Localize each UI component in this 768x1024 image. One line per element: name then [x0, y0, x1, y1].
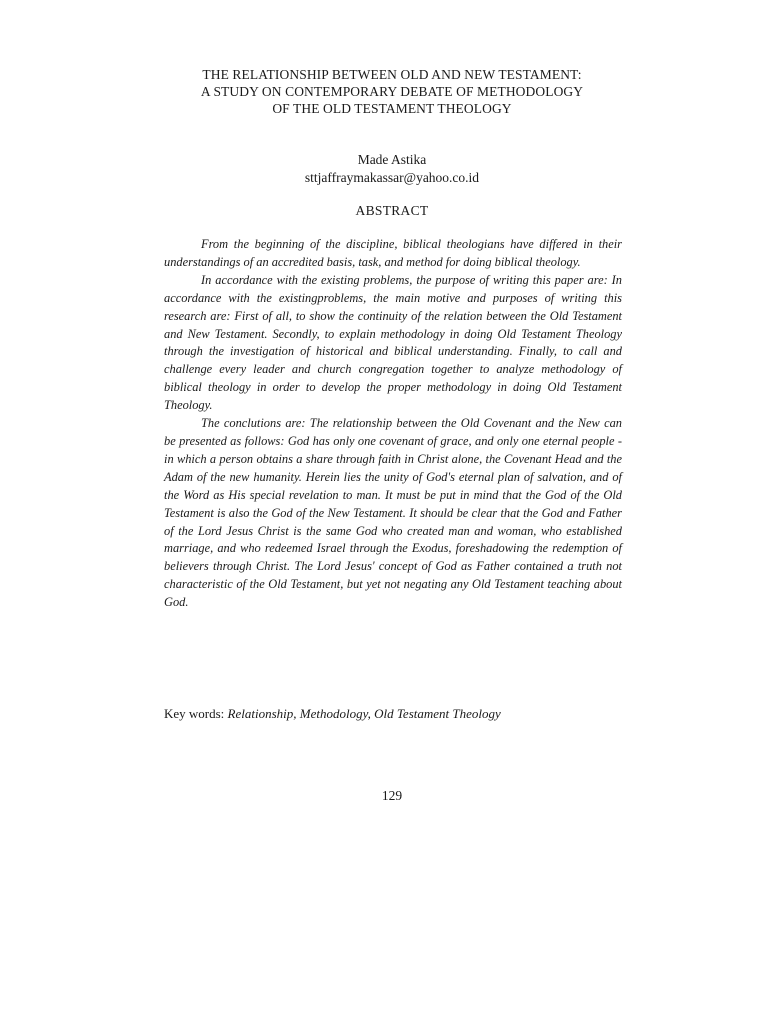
paper-title: [120, 66, 664, 117]
keywords-values: Relationship, Methodology, Old Testament Theology: [227, 706, 501, 721]
title-line-3: OF THE OLD TESTAMENT THEOLOGY: [272, 101, 512, 116]
title-line-1: THE RELATIONSHIP BETWEEN OLD AND NEW TESTAMENT:: [202, 67, 582, 82]
abstract-paragraph: From the beginning of the discipline, biblical theologians have differed in their understandings of an accredited basis, task, and method for doing biblical theology.: [164, 237, 622, 269]
author-email: sttjaffraymakassar@yahoo.co.id: [304, 170, 480, 185]
page-number: 129: [381, 788, 403, 803]
keywords-label: Key words:: [164, 706, 228, 721]
abstract-paragraph: In accordance with the existing problems, the purpose of writing this paper are: In accordance with the existingproblems, the main motive and purposes of writing this research are: First of all, to show the continuity of the relation between the Old Testament and New Testament. Secondly, to explain methodology in doing Old Testament Theology through the investigation of historical and biblical understanding. Finally, to call and challenge every leader and church congregation together to analyze methodology of biblical theology in order to develop the proper methodology in doing Old Testament Theology.: [164, 272, 622, 413]
author-name: Made Astika: [357, 152, 427, 167]
title-line-2: A STUDY ON CONTEMPORARY DEBATE OF METHODOLOGY: [200, 84, 584, 99]
abstract-heading: ABSTRACT: [355, 203, 429, 218]
keywords: [164, 705, 622, 723]
author-block: [120, 151, 664, 187]
abstract-paragraph: The conclutions are: The relationship between the Old Covenant and the New can be presented as follows: God has only one covenant of grace, and only one eternal people - in which a person obtains a share through faith in Christ alone, the Covenant Head and the Adam of the new humanity. Herein lies the unity of God's eternal plan of salvation, and of the Word as His special revelation to man. It must be put in mind that the God of the Old Testament is also the God of the New Testament. It should be clear that the God and Father of the Lord Jesus Christ is the same God who created man and woman, who established marriage, and who redeemed Israel through the Exodus, foreshadowing the redemption of believers through Christ. The Lord Jesus' concept of God as Father contained a truth not characteristic of the Old Testament, but yet not negating any Old Testament teaching about God.: [164, 416, 622, 610]
abstract-body: [164, 236, 622, 612]
